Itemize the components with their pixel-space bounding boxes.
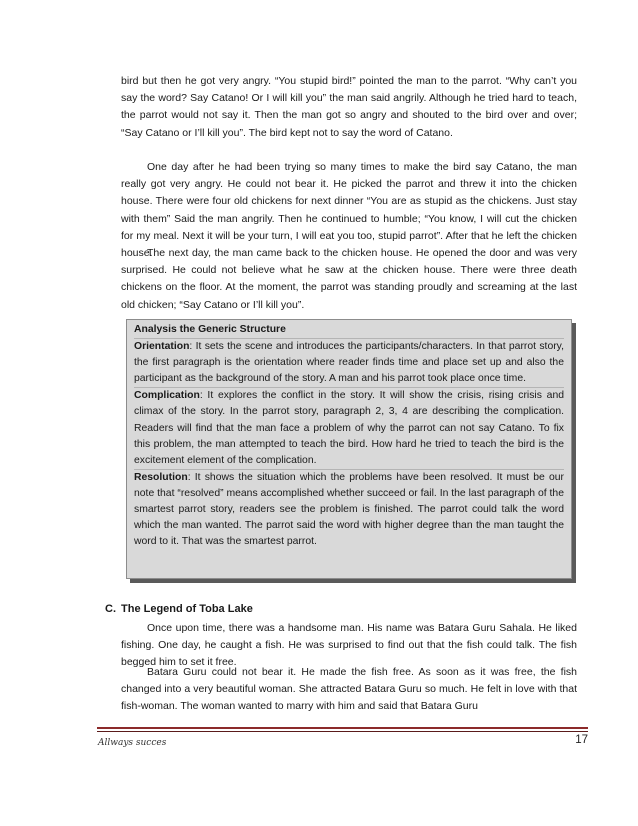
analysis-title: Analysis the Generic Structure [134, 324, 286, 335]
resolution-row [134, 469, 564, 550]
section-title: The Legend of Toba Lake [121, 603, 253, 615]
complication-row [134, 387, 564, 468]
story-paragraph-3 [121, 245, 577, 314]
footer-motto: Allways succes [98, 738, 167, 748]
orientation-row [134, 338, 564, 387]
paragraph-text: bird but then he got very angry. “You stupid bird!” pointed the man to the parrot. “Why can’t you say the word? Say Catano! Or I will kill you” the man said angrily. Although he tried hard to teach, the parrot would not say it. Then the man got so angry and shouted to the bird over and over; “Say Catano or I’ll kill you”. The bird kept not to say the word of Catano. [121, 75, 577, 139]
legend-paragraph-2 [121, 664, 577, 716]
section-letter: C. [105, 603, 116, 615]
footer-rule-thin [97, 731, 588, 732]
paragraph-text: The next day, the man came back to the chicken house. He opened the door and was very surprised. He could not believe what he saw at the chicken house. There were three death chickens on the floor. At the moment, the parrot was standing proudly and screaming at the last old chicken; “Say Catano or I’ll kill you”. [121, 247, 577, 311]
analysis-box [126, 319, 572, 579]
orientation-text: : It sets the scene and introduces the participants/characters. In that parrot story, the first paragraph is the orientation where reader finds time and place set up and also the participant as the background of the story. A man and his parrot took place once time. [134, 341, 564, 385]
resolution-term: Resolution [134, 471, 188, 483]
orientation-term: Orientation [134, 341, 190, 353]
paragraph-text: One day after he had been trying so many times to make the bird say Catano, the man really got very angry. He could not bear it. He picked the parrot and threw it into the chicken house. There were four old chickens for next dinner “You are as stupid as the chickens. Just stay with them” Said the man angrily. Then he continued to humble; “You know, I will cut the chicken for my meal. Next it will be your turn, I will eat you too, stupid parrot”. After that he left the chicken house. [121, 161, 577, 260]
page-number: 17 [575, 734, 588, 746]
complication-term: Complication [134, 390, 200, 402]
paragraph-text: Batara Guru could not bear it. He made the fish free. As soon as it was free, the fish changed into a very beautiful woman. She attracted Batara Guru so much. He felt in love with that fish-woman. The woman wanted to marry with him and said that Batara Guru [121, 666, 577, 713]
complication-text: : It explores the conflict in the story. It will show the crisis, rising crisis and climax of the story. In the parrot story, paragraph 2, 3, 4 are describing the complication. Readers will find that the man face a problem of why the parrot can not say Catano. To fix this problem, the man attempted to teach the bird. How hard he tried to teach the bird is the excitement element of the complication. [134, 390, 564, 466]
footer-rule [97, 727, 588, 729]
paragraph-text: Once upon time, there was a handsome man. His name was Batara Guru Sahala. He liked fishing. One day, he caught a fish. He was surprised to find out that the fish could talk. The fish begged him to set it free. [121, 622, 577, 669]
story-paragraph-1 [121, 73, 577, 142]
section-heading [105, 603, 253, 615]
resolution-text: : It shows the situation which the problems have been resolved. It must be our note that “resolved” means accomplished whether succeed or fail. In the last paragraph of the smartest parrot story, readers see the problem is finished. The parrot could talk the word which the man wanted. The parrot said the word with higher degree than the man taught the word to it. That was the smartest parrot. [134, 471, 564, 548]
